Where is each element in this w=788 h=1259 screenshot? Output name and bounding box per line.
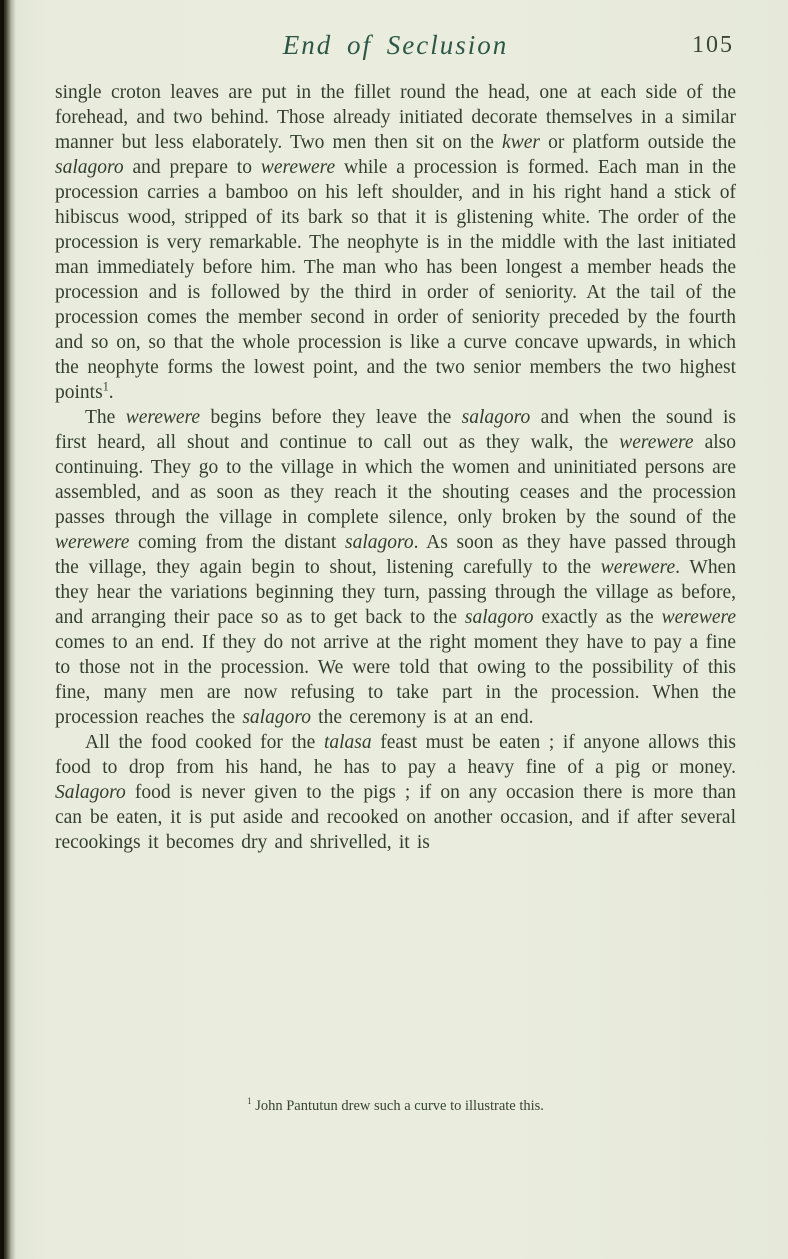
page-header	[55, 30, 736, 66]
footnote-text: John Pantutun drew such a curve to illustrate this.	[251, 1098, 544, 1114]
book-gutter-edge	[0, 0, 4, 1259]
page-body	[55, 80, 736, 855]
paragraph: The werewere begins before they leave the salagoro and when the sound is first heard, all shout and continue to call out as they walk, the werewere also continuing. They go to the village in which the women and uninitiated persons are assembled, and as soon as they reach it the shouting ceases and the procession passes through the village in complete silence, only broken by the sound of the werewere coming from the distant salagoro. As soon as they have passed through the village, they again begin to shout, listening carefully to the werewere. When they hear the variations beginning they turn, passing through the village as before, and arranging their pace so as to get back to the salagoro exactly as the werewere comes to an end. If they do not arrive at the right moment they have to pay a fine to those not in the procession. We were told that owing to the possibility of this fine, many men are now refusing to take part in the procession. When the procession reaches the salagoro the ceremony is at an end.	[55, 407, 737, 728]
paragraph: All the food cooked for the talasa feast must be eaten ; if anyone allows this food to drop from his hand, he has to pay a heavy fine of a pig or money. Salagoro food is never given to the pigs ; if on any occasion there is more than can be eaten, it is put aside and recooked on another occasion, and if after several recookings it becomes dry and shrivelled, it is	[55, 732, 736, 853]
running-title: End of Seclusion	[282, 30, 509, 60]
paragraph: single croton leaves are put in the fillet round the head, one at each side of the forehead, and two behind. Those already initiated decorate themselves in a similar manner but less elaborately. Two men then sit on the kwer or platform outside the salagoro and prepare to werewere while a procession is formed. Each man in the procession carries a bamboo on his left shoulder, and in his right hand a stick of hibiscus wood, stripped of its bark so that it is glistening white. The order of the procession is very remarkable. The neophyte is in the middle with the last initiated man immediately before him. The man who has been longest a member heads the procession and is followed by the third in order of seniority. At the tail of the procession comes the member second in order of seniority preceded by the fourth and so on, so that the whole procession is like a curve concave upwards, in which the neophyte forms the lowest point, and the two senior members the two highest points$^1$.	[55, 82, 736, 403]
footnote-marker: 1	[247, 1096, 252, 1107]
footnote	[55, 1098, 736, 1115]
page-number: 105	[692, 32, 734, 58]
